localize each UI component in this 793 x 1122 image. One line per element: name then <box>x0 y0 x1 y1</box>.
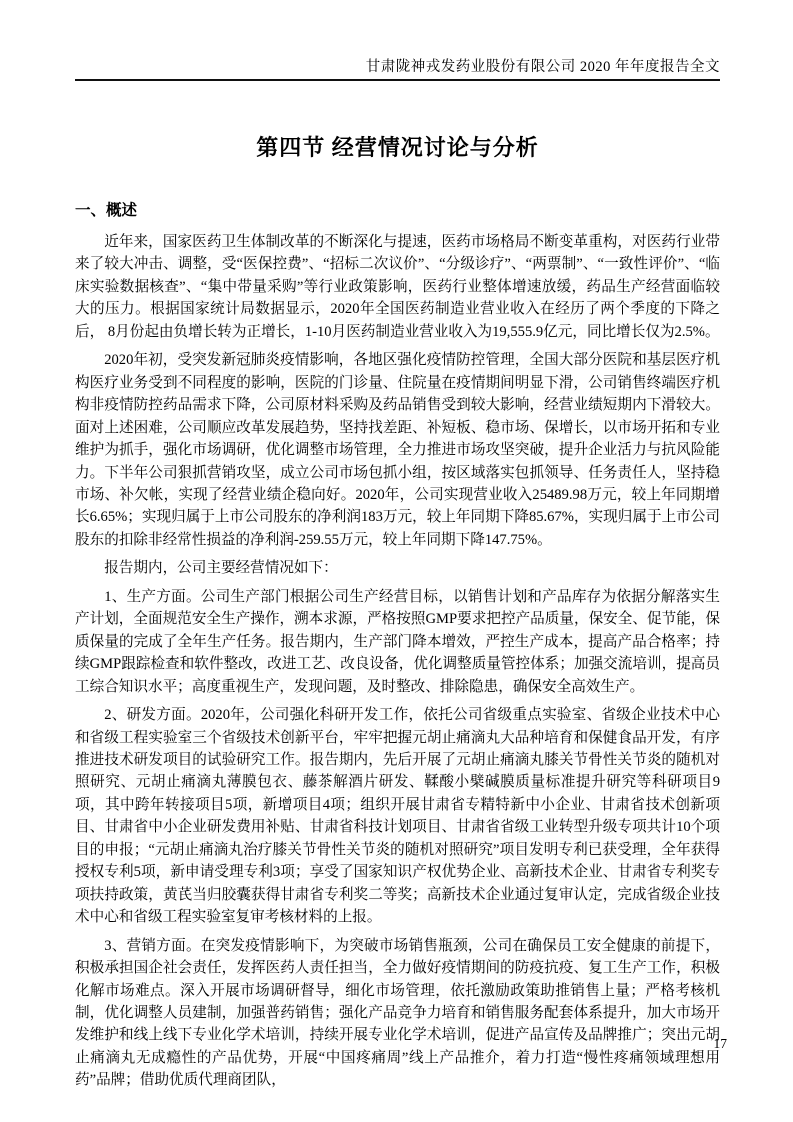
paragraph-marketing: 3、营销方面。在突发疫情影响下，为突破市场销售瓶颈，公司在确保员工安全健康的前提下，积极承担国企社会责任，发挥医药人责任担当，全力做好疫情期间的防疫抗疫、复工生产工作，积极化解市场难点。深入开展市场调研督导，细化市场管理，依托激励政策助推销售上量；严格考核机制，优化调整人员建制，加强普药销售；强化产品竞争力培育和销售服务配套体系提升，加大市场开发维护和线上线下专业化学术培训，持续开展专业化学术培训，促进产品宣传及品牌推广；突出元胡止痛滴丸无成瘾性的产品优势，开展“中国疼痛周”线上产品推介，着力打造“慢性疼痛领域理想用药”品牌；借助优质代理商团队， <box>75 937 720 1089</box>
paragraph-production: 1、生产方面。公司生产部门根据公司生产经营目标，以销售计划和产品库存为依据分解落实生产计划，全面规范安全生产操作，溯本求源，严格按照GMP要求把控产品质量，保安全、促节能，保质保量的完成了全年生产任务。报告期内，生产部门降本增效，严控生产成本，提高产品合格率；持续GMP跟踪检查和软件整改，改进工艺、改良设备，优化调整质量管控体系；加强交流培训，提高员工综合知识水平；高度重视生产，发现问题，及时整改、排除隐患，确保安全高效生产。 <box>75 588 720 695</box>
body-text <box>75 231 720 1092</box>
page-number: 17 <box>713 1036 727 1051</box>
paragraph-report-intro: 报告期内，公司主要经营情况如下： <box>104 560 338 577</box>
chapter-title: 第四节 经营情况讨论与分析 <box>256 135 539 160</box>
paragraph-industry-reform: 近年来，国家医药卫生体制改革的不断深化与提速，医药市场格局不断变革重构，对医药行业带来了较大冲击、调整，受“医保控费”、“招标二次议价”、“分级诊疗”、“两票制”、“一致性评价”、“临床实验数据核查”、“集中带量采购”等行业政策影响，医药行业整体增速放缓，药品生产经营面临较大的压力。根据国家统计局数据显示，2020年全国医药制造业营业收入在经历了两个季度的下降之后， 8月份起由负增长转为正增长，1-10月医药制造业营业收入为19,555.9亿元，同比增长仅为2.5%。 <box>75 234 720 340</box>
paragraph-covid-impact: 2020年初，受突发新冠肺炎疫情影响，各地区强化疫情防控管理，全国大部分医院和基层医疗机构医疗业务受到不同程度的影响，医院的门诊量、住院量在疫情期间明显下滑，公司销售终端医疗机构非疫情防控药品需求下降，公司原材料采购及药品销售受到较大影响，经营业绩短期内下滑较大。面对上述困难，公司顺应改革发展趋势，坚持找差距、补短板、稳市场、保增长，以市场开拓和专业维护为抓手，强化市场调研，优化调整市场管理，全力推进市场攻坚突破，提升企业活力与抗风险能力。下半年公司狠抓营销攻坚，成立公司市场包抓小组，按区域落实包抓领导、任务责任人，坚持稳市场、补欠帐，实现了经营业绩企稳向好。2020年，公司实现营业收入25489.98万元，较上年同期增长6.65%；实现归属于上市公司股东的净利润183万元，较上年同期下降85.67%，实现归属于上市公司股东的扣除非经常性损益的净利润-259.55万元，较上年同期下降147.75%。 <box>75 352 720 548</box>
report-header: 甘肃陇神戎发药业股份有限公司 2020 年年度报告全文 <box>75 58 720 81</box>
paragraph-research: 2、研发方面。2020年，公司强化科研开发工作，依托公司省级重点实验室、省级企业技术中心和省级工程实验室三个省级技术创新平台，牢牢把握元胡止痛滴丸大品种培育和保健食品开发，有序推进技术研发项目的试验研究工作。报告期内，先后开展了元胡止痛滴丸膝关节骨性关节炎的随机对照研究、元胡止痛滴丸薄膜包衣、藤茶解酒片研发、鞣酸小檗碱膜质量标准提升研究等科研项目9项，其中跨年转接项目5项，新增项目4项；组织开展甘肃省专精特新中小企业、甘肃省技术创新项目、甘肃省中小企业研发费用补贴、甘肃省科技计划项目、甘肃省省级工业转型升级专项共计10个项目的申报；“元胡止痛滴丸治疗膝关节骨性关节炎的随机对照研究”项目发明专利已获受理，全年获得授权专利5项，新申请受理专利3项；享受了国家知识产权优势企业、高新技术企业、甘肃省专利奖专项扶持政策，黄芪当归胶囊获得甘肃省专利奖二等奖；高新技术企业通过复审认定，完成省级企业技术中心和省级工程实验室复审考核材料的上报。 <box>75 707 720 926</box>
section-heading-overview: 一、概述 <box>75 202 138 219</box>
